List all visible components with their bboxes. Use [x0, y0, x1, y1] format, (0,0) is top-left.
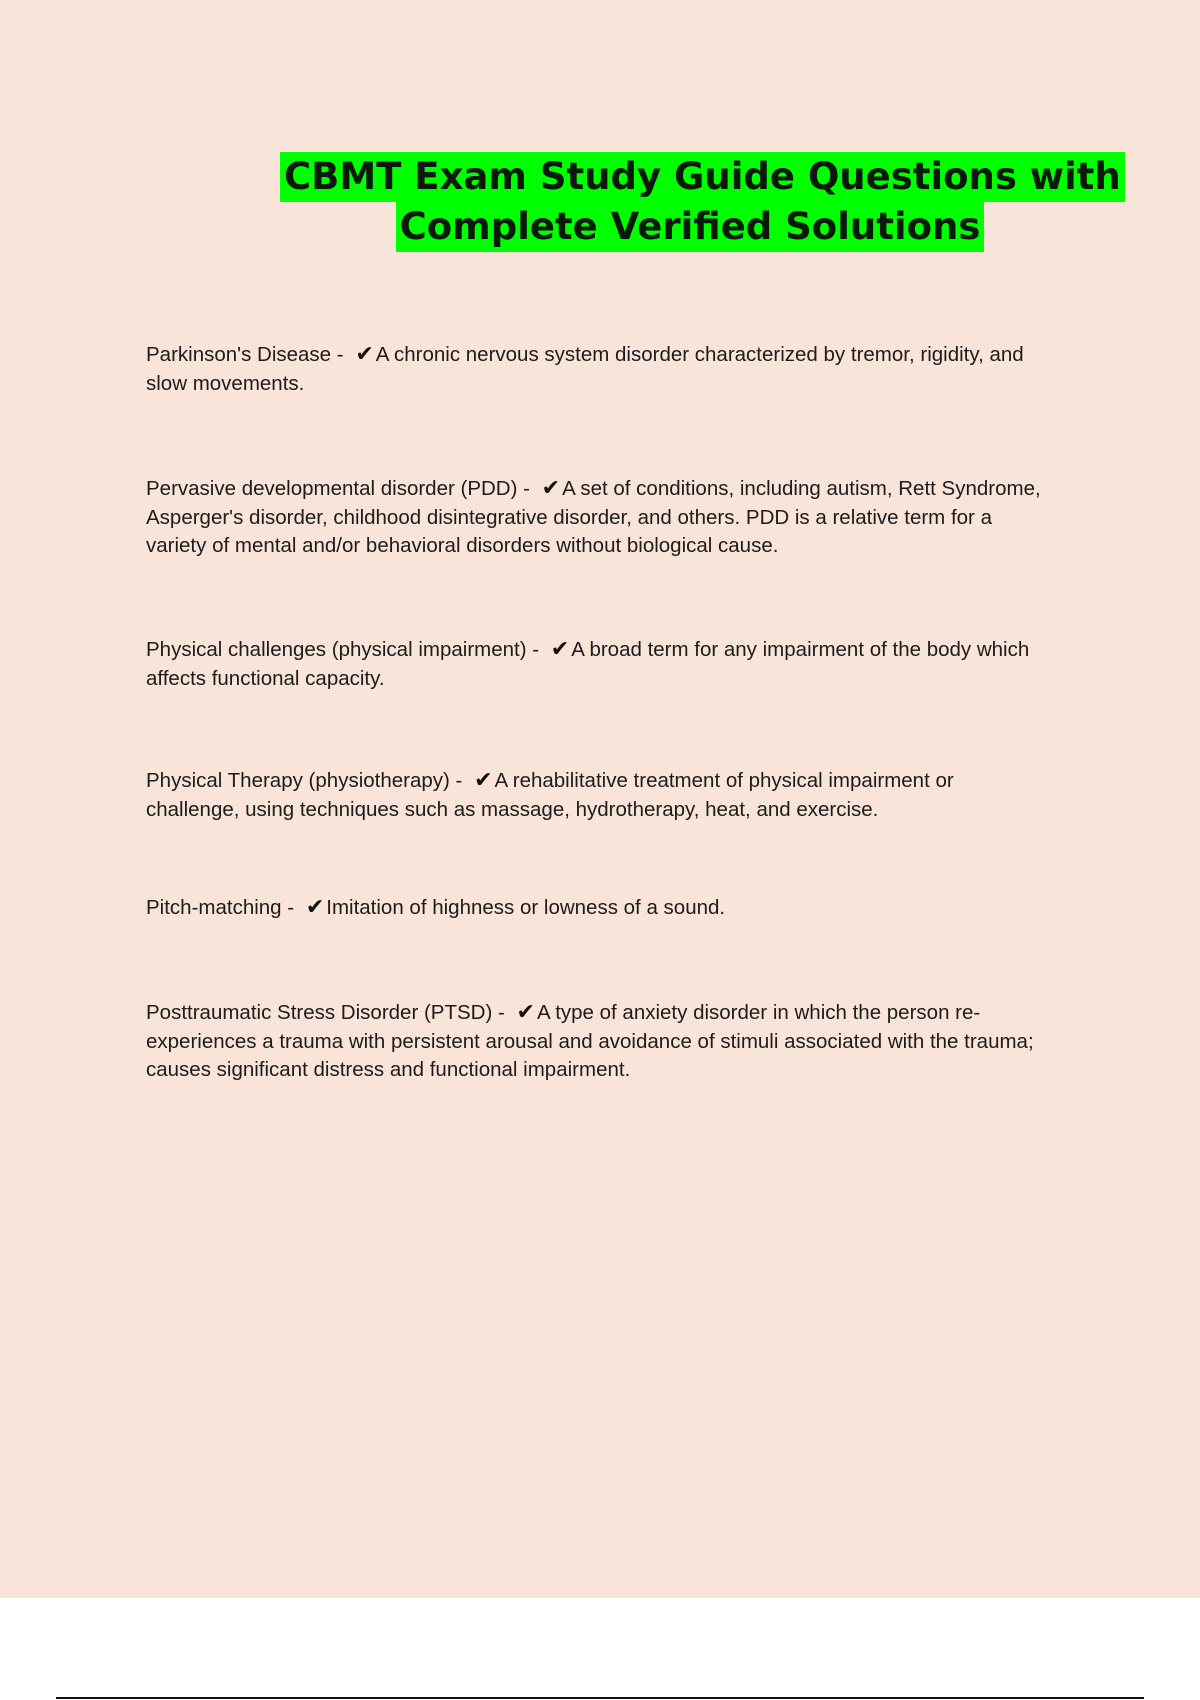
- entry-term: Physical Therapy (physiotherapy) -: [146, 769, 469, 792]
- title-line-2: Complete Verified Solutions: [396, 202, 985, 252]
- entry-definition: A type of anxiety disorder in which the person re-experiences a trauma with persistent arousal and avoidance of stimuli associated with the trauma; causes significant distress and functional impairment.: [146, 1001, 1034, 1081]
- entry-definition: A rehabilitative treatment of physical impairment or challenge, using techniques such as massage, hydrotherapy, heat, and exercise.: [146, 769, 954, 821]
- entry-term: Physical challenges (physical impairment) -: [146, 638, 545, 661]
- checkmark-icon: ✔: [355, 341, 374, 366]
- entry-parkinsons-disease: [146, 340, 1046, 398]
- entry-physical-challenges: [146, 635, 1046, 693]
- document-title: [280, 152, 1121, 252]
- entry-ptsd: [146, 998, 1046, 1085]
- entry-term: Pervasive developmental disorder (PDD) -: [146, 477, 536, 500]
- entry-physical-therapy: [146, 766, 1046, 824]
- entry-term: Pitch-matching -: [146, 896, 300, 919]
- entry-term: Posttraumatic Stress Disorder (PTSD) -: [146, 1001, 511, 1024]
- checkmark-icon: ✔: [474, 767, 493, 792]
- checkmark-icon: ✔: [516, 999, 535, 1024]
- entry-pervasive-developmental-disorder: [146, 474, 1046, 561]
- checkmark-icon: ✔: [550, 636, 570, 661]
- entry-definition: A set of conditions, including autism, Rett Syndrome, Asperger's disorder, childhood disintegrative disorder, and others. PDD is a relative term for a variety of mental and/or behavioral disorders without biological cause.: [146, 477, 1041, 557]
- entry-definition: A broad term for any impairment of the body which affects functional capacity.: [146, 638, 1030, 690]
- checkmark-icon: ✔: [541, 475, 561, 500]
- entry-definition: Imitation of highness or lowness of a sound.: [326, 896, 726, 919]
- title-line-1: CBMT Exam Study Guide Questions with: [280, 152, 1125, 202]
- entry-term: Parkinson's Disease -: [146, 343, 350, 366]
- footer-divider: [56, 1697, 1144, 1699]
- entry-definition: A chronic nervous system disorder characterized by tremor, rigidity, and slow movements.: [146, 343, 1024, 395]
- checkmark-icon: ✔: [305, 894, 325, 919]
- entry-pitch-matching: [146, 893, 1046, 923]
